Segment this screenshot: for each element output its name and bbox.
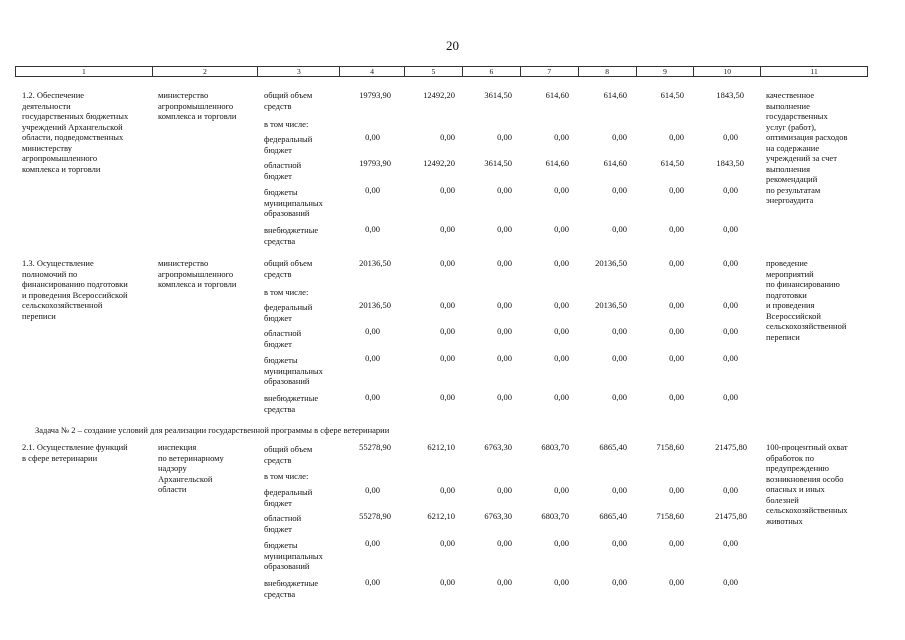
value-cell: 6803,70: [541, 442, 569, 452]
value-cell: 19793,90: [359, 90, 391, 100]
value-cell: 20136,50: [595, 258, 627, 268]
column-header: 3: [258, 67, 340, 76]
value-cell: 20136,50: [359, 258, 391, 268]
value-cell: 0,00: [554, 326, 569, 336]
value-cell: 6212,10: [427, 442, 455, 452]
row-label-extra: внебюджетные средства: [264, 393, 319, 414]
value-cell: 0,00: [669, 258, 684, 268]
row-label-extra: внебюджетные средства: [264, 578, 319, 599]
value-cell: 0,00: [723, 538, 738, 548]
value-cell: 0,00: [497, 300, 512, 310]
row-label-including: в том числе:: [264, 287, 309, 297]
value-cell: 0,00: [612, 185, 627, 195]
value-cell: 0,00: [612, 538, 627, 548]
value-cell: 0,00: [669, 538, 684, 548]
value-cell: 0,00: [497, 392, 512, 402]
row-label-including: в том числе:: [264, 119, 309, 129]
executor: министерство агропромышленного комплекса и торговли: [158, 258, 237, 289]
value-cell: 0,00: [612, 392, 627, 402]
value-cell: 0,00: [440, 577, 455, 587]
value-cell: 0,00: [612, 485, 627, 495]
value-cell: 0,00: [554, 538, 569, 548]
value-cell: 0,00: [669, 392, 684, 402]
column-header: 7: [521, 67, 579, 76]
activity-name: 2.1. Осуществление функций в сфере ветеринарии: [22, 442, 128, 463]
value-cell: 0,00: [440, 326, 455, 336]
value-cell: 3614,50: [484, 158, 512, 168]
task-heading: Задача № 2 – создание условий для реализации государственной программы в сфере ветеринарии: [35, 425, 390, 435]
row-label-extra: внебюджетные средства: [264, 225, 319, 246]
page-number: 20: [446, 38, 459, 53]
value-cell: 55278,90: [359, 442, 391, 452]
value-cell: 0,00: [365, 326, 380, 336]
row-label-regional: областной бюджет: [264, 160, 302, 181]
row-label-including: в том числе:: [264, 471, 309, 481]
value-cell: 0,00: [669, 353, 684, 363]
value-cell: 0,00: [554, 577, 569, 587]
value-cell: 0,00: [497, 577, 512, 587]
value-cell: 0,00: [554, 132, 569, 142]
column-header: 8: [579, 67, 637, 76]
value-cell: 0,00: [723, 224, 738, 234]
column-header: 2: [153, 67, 259, 76]
value-cell: 20136,50: [595, 300, 627, 310]
value-cell: 0,00: [723, 577, 738, 587]
value-cell: 0,00: [440, 353, 455, 363]
row-label-total: общий объем средств: [264, 258, 313, 279]
value-cell: 614,60: [545, 90, 569, 100]
value-cell: 0,00: [440, 300, 455, 310]
row-label-federal: федеральный бюджет: [264, 134, 313, 155]
value-cell: 0,00: [365, 185, 380, 195]
value-cell: 0,00: [612, 224, 627, 234]
value-cell: 0,00: [440, 132, 455, 142]
value-cell: 0,00: [723, 185, 738, 195]
expected-result: качественное выполнение государственных услуг (работ), оптимизация расходов на содержание учреждений за счет выполнения рекомендаций по результатам энергоаудита: [766, 90, 848, 205]
value-cell: 0,00: [612, 577, 627, 587]
expected-result: проведение мероприятий по финансированию подготовки и проведения Всероссийской сельскохозяйственной переписи: [766, 258, 847, 342]
value-cell: 19793,90: [359, 158, 391, 168]
value-cell: 0,00: [440, 185, 455, 195]
value-cell: 0,00: [497, 538, 512, 548]
value-cell: 0,00: [669, 326, 684, 336]
row-label-regional: областной бюджет: [264, 328, 302, 349]
value-cell: 614,50: [660, 90, 684, 100]
column-header: 6: [463, 67, 521, 76]
value-cell: 0,00: [554, 392, 569, 402]
value-cell: 614,60: [603, 90, 627, 100]
value-cell: 0,00: [723, 132, 738, 142]
value-cell: 0,00: [365, 353, 380, 363]
value-cell: 0,00: [497, 185, 512, 195]
value-cell: 0,00: [554, 185, 569, 195]
value-cell: 0,00: [669, 224, 684, 234]
value-cell: 0,00: [723, 353, 738, 363]
value-cell: 6865,40: [599, 511, 627, 521]
value-cell: 0,00: [723, 326, 738, 336]
value-cell: 0,00: [669, 300, 684, 310]
value-cell: 0,00: [497, 485, 512, 495]
value-cell: 21475,80: [715, 511, 747, 521]
row-label-federal: федеральный бюджет: [264, 487, 313, 508]
value-cell: 0,00: [365, 132, 380, 142]
value-cell: 0,00: [497, 224, 512, 234]
value-cell: 0,00: [365, 224, 380, 234]
value-cell: 3614,50: [484, 90, 512, 100]
value-cell: 7158,60: [656, 511, 684, 521]
value-cell: 20136,50: [359, 300, 391, 310]
activity-name: 1.2. Обеспечение деятельности государственных бюджетных учреждений Архангельской области, подведомственных министерству агропромышленного комплекса и торговли: [22, 90, 129, 174]
table-header-row: [15, 66, 868, 77]
column-header: 10: [694, 67, 761, 76]
value-cell: 0,00: [723, 485, 738, 495]
value-cell: 0,00: [723, 392, 738, 402]
value-cell: 6763,30: [484, 442, 512, 452]
value-cell: 0,00: [365, 485, 380, 495]
value-cell: 0,00: [440, 224, 455, 234]
value-cell: 0,00: [497, 326, 512, 336]
row-label-municipal: бюджеты муниципальных образований: [264, 540, 323, 571]
value-cell: 0,00: [723, 300, 738, 310]
expected-result: 100-процентный охват обработок по предупреждению возникновения особо опасных и иных болезней сельскохозяйственных животных: [766, 442, 848, 526]
value-cell: 614,50: [660, 158, 684, 168]
value-cell: 21475,80: [715, 442, 747, 452]
value-cell: 6763,30: [484, 511, 512, 521]
column-header: 1: [16, 67, 153, 76]
value-cell: 1843,50: [716, 90, 744, 100]
value-cell: 614,60: [545, 158, 569, 168]
value-cell: 0,00: [365, 577, 380, 587]
column-header: 9: [637, 67, 695, 76]
value-cell: 0,00: [440, 538, 455, 548]
value-cell: 0,00: [554, 485, 569, 495]
row-label-regional: областной бюджет: [264, 513, 302, 534]
value-cell: 0,00: [497, 132, 512, 142]
value-cell: 0,00: [612, 132, 627, 142]
value-cell: 0,00: [669, 485, 684, 495]
value-cell: 12492,20: [423, 158, 455, 168]
value-cell: 0,00: [440, 485, 455, 495]
row-label-total: общий объем средств: [264, 444, 313, 465]
value-cell: 12492,20: [423, 90, 455, 100]
value-cell: 7158,60: [656, 442, 684, 452]
value-cell: 0,00: [497, 353, 512, 363]
row-label-municipal: бюджеты муниципальных образований: [264, 355, 323, 386]
value-cell: 0,00: [440, 258, 455, 268]
value-cell: 0,00: [365, 392, 380, 402]
activity-name: 1.3. Осуществление полномочий по финансированию подготовки и проведения Всероссийской сельскохозяйственной переписи: [22, 258, 128, 321]
value-cell: 0,00: [554, 224, 569, 234]
value-cell: 0,00: [612, 326, 627, 336]
value-cell: 614,60: [603, 158, 627, 168]
value-cell: 6865,40: [599, 442, 627, 452]
value-cell: 6212,10: [427, 511, 455, 521]
column-header: 11: [810, 67, 818, 76]
value-cell: 0,00: [497, 258, 512, 268]
value-cell: 55278,90: [359, 511, 391, 521]
value-cell: 0,00: [723, 258, 738, 268]
value-cell: 0,00: [612, 353, 627, 363]
value-cell: 0,00: [669, 577, 684, 587]
value-cell: 0,00: [669, 185, 684, 195]
column-header: 4: [340, 67, 405, 76]
column-header: 5: [405, 67, 463, 76]
executor: инспекция по ветеринарному надзору Архангельской области: [158, 442, 224, 494]
value-cell: 0,00: [365, 538, 380, 548]
value-cell: 0,00: [554, 258, 569, 268]
value-cell: 6803,70: [541, 511, 569, 521]
row-label-total: общий объем средств: [264, 90, 313, 111]
row-label-municipal: бюджеты муниципальных образований: [264, 187, 323, 218]
value-cell: 0,00: [554, 353, 569, 363]
value-cell: 1843,50: [716, 158, 744, 168]
executor: министерство агропромышленного комплекса и торговли: [158, 90, 237, 121]
row-label-federal: федеральный бюджет: [264, 302, 313, 323]
value-cell: 0,00: [440, 392, 455, 402]
value-cell: 0,00: [554, 300, 569, 310]
value-cell: 0,00: [669, 132, 684, 142]
